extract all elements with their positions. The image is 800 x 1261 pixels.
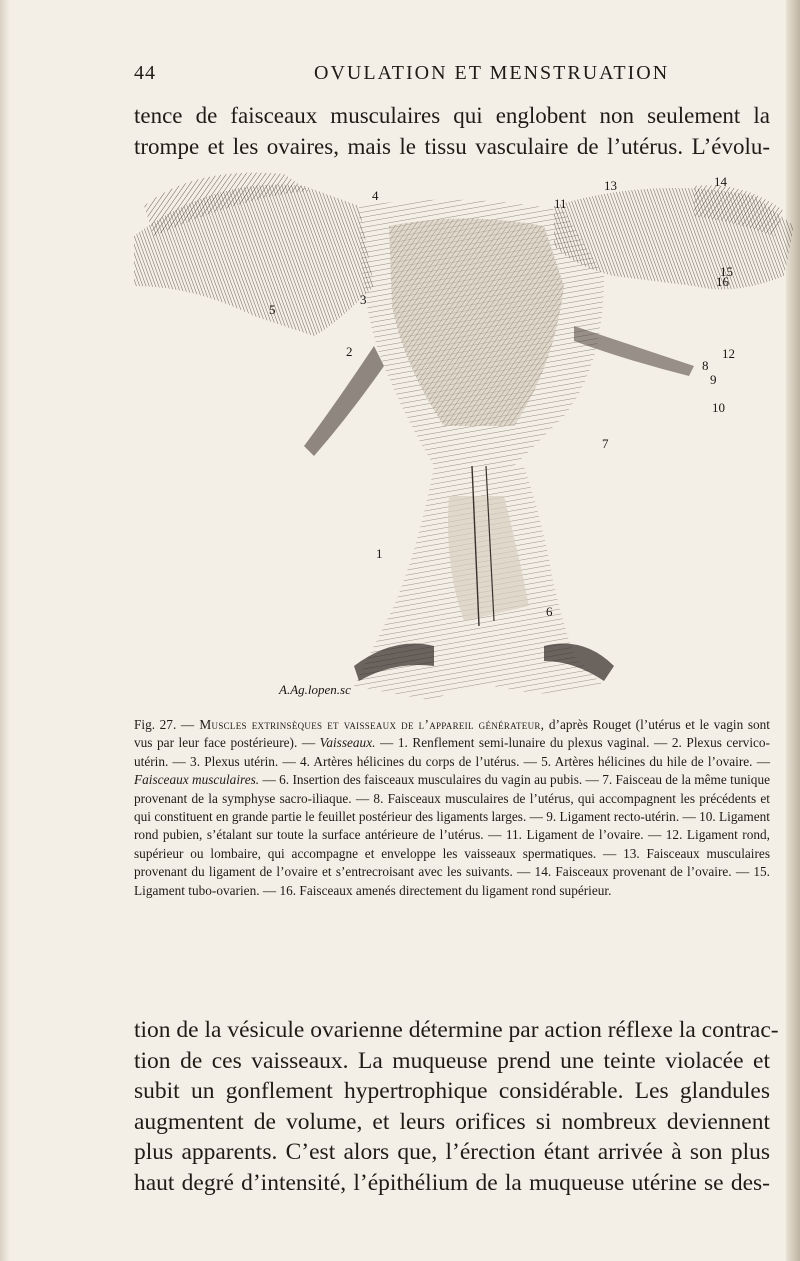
figure-label: 6 — [546, 604, 553, 619]
figure-label: 4 — [372, 188, 379, 203]
caption-vaisseaux-heading: Vaisseaux. — [319, 735, 376, 751]
caption-title: — Muscles extrinsèques et vaisseaux de l’appareil générateur, — [180, 717, 545, 732]
text-line: tence de faisceaux musculaires qui englobent non seulement la — [134, 103, 770, 128]
paragraph-top — [134, 100, 770, 162]
caption-vaisseaux-text: — 1. Renflement semi-lunaire du plexus vaginal. — 2. Plexus cervico-utérin. — 3. Plexus utérin. — 4. Artères hélicines du corps de l’utérus. — 5. Artères hélicines du hile de l’ovaire. — — [134, 735, 770, 769]
running-head: OVULATION ET MENSTRUATION — [314, 62, 670, 84]
page-number: 44 — [134, 62, 156, 84]
caption-source: d’après Rouget (l’utérus et le vagin sont vus par leur face postérieure). — — [134, 717, 770, 751]
figure-label: 15 — [720, 264, 733, 279]
figure-label: 5 — [269, 302, 276, 317]
figure-label: 14 — [714, 174, 727, 189]
figure-label: 16 — [716, 274, 729, 289]
engraver-signature: A.Ag.lopen.sc — [279, 682, 351, 697]
figure-label: 11 — [554, 196, 567, 211]
figure-label: 9 — [710, 372, 717, 387]
uterus-engraving — [134, 166, 794, 706]
text-line: haut degré d’intensité, l’épithélium de la muqueuse utérine se des- — [134, 1169, 770, 1196]
figure-label: 2 — [346, 344, 353, 359]
figure-caption — [134, 716, 770, 900]
text-line: tion de la vésicule ovarienne détermine par action réflexe la contrac- — [134, 1017, 779, 1043]
figure-label: 3 — [360, 292, 367, 307]
page-header — [134, 62, 764, 88]
figure-label: 7 — [602, 436, 609, 451]
caption-faisceaux-text: — 6. Insertion des faisceaux musculaires du vagin au pubis. — 7. Faisceau de la même tunique provenant de la symphyse sacro-iliaque. — 8. Faisceaux musculaires de l’utérus, qui accompagnent les précédents et qui constituent en grande partie le feuillet postérieur des ligaments larges. — 9. Ligament recto-utérin. — 10. Ligament rond pubien, s’étalant sur toute la surface antérieure de l’utérus. — 11. Ligament de l’ovaire. — 12. Ligament rond, supérieur ou lombaire, qui accompagne et enveloppe les vaisseaux spermatiques. — 13. Faisceaux musculaires provenant du ligament de l’ovaire et s’entrecroisant avec les suivants. — 14. Faisceaux provenant de l’ovaire. — 15. Ligament tubo-ovarien. — 16. Faisceaux amenés directement du ligament rond supérieur. — [134, 772, 771, 898]
figure-label: 12 — [722, 346, 735, 361]
figure-label: 8 — [702, 358, 709, 373]
figure-label: 1 — [376, 546, 383, 561]
text-line: augmentent de volume, et leurs orifices si nombreux deviennent — [134, 1108, 770, 1135]
paragraph-bottom — [134, 1015, 779, 1198]
text-line: trompe et les ovaires, mais le tissu vasculaire de l’utérus. L’évolu- — [134, 134, 770, 159]
text-line: plus apparents. C’est alors que, l’érection étant arrivée à son plus — [134, 1139, 770, 1165]
figure-label: 13 — [604, 178, 617, 193]
text-line: subit un gonflement hypertrophique considérable. Les glandules — [134, 1078, 770, 1104]
figure-label: 10 — [712, 400, 725, 415]
anatomical-figure — [134, 166, 794, 706]
page-left-edge — [0, 0, 10, 1261]
text-line: tion de ces vaisseaux. La muqueuse prend une teinte violacée et — [134, 1047, 770, 1074]
caption-faisceaux-heading: Faisceaux musculaires. — [134, 772, 260, 788]
caption-fig-number: Fig. 27. — [134, 717, 177, 732]
